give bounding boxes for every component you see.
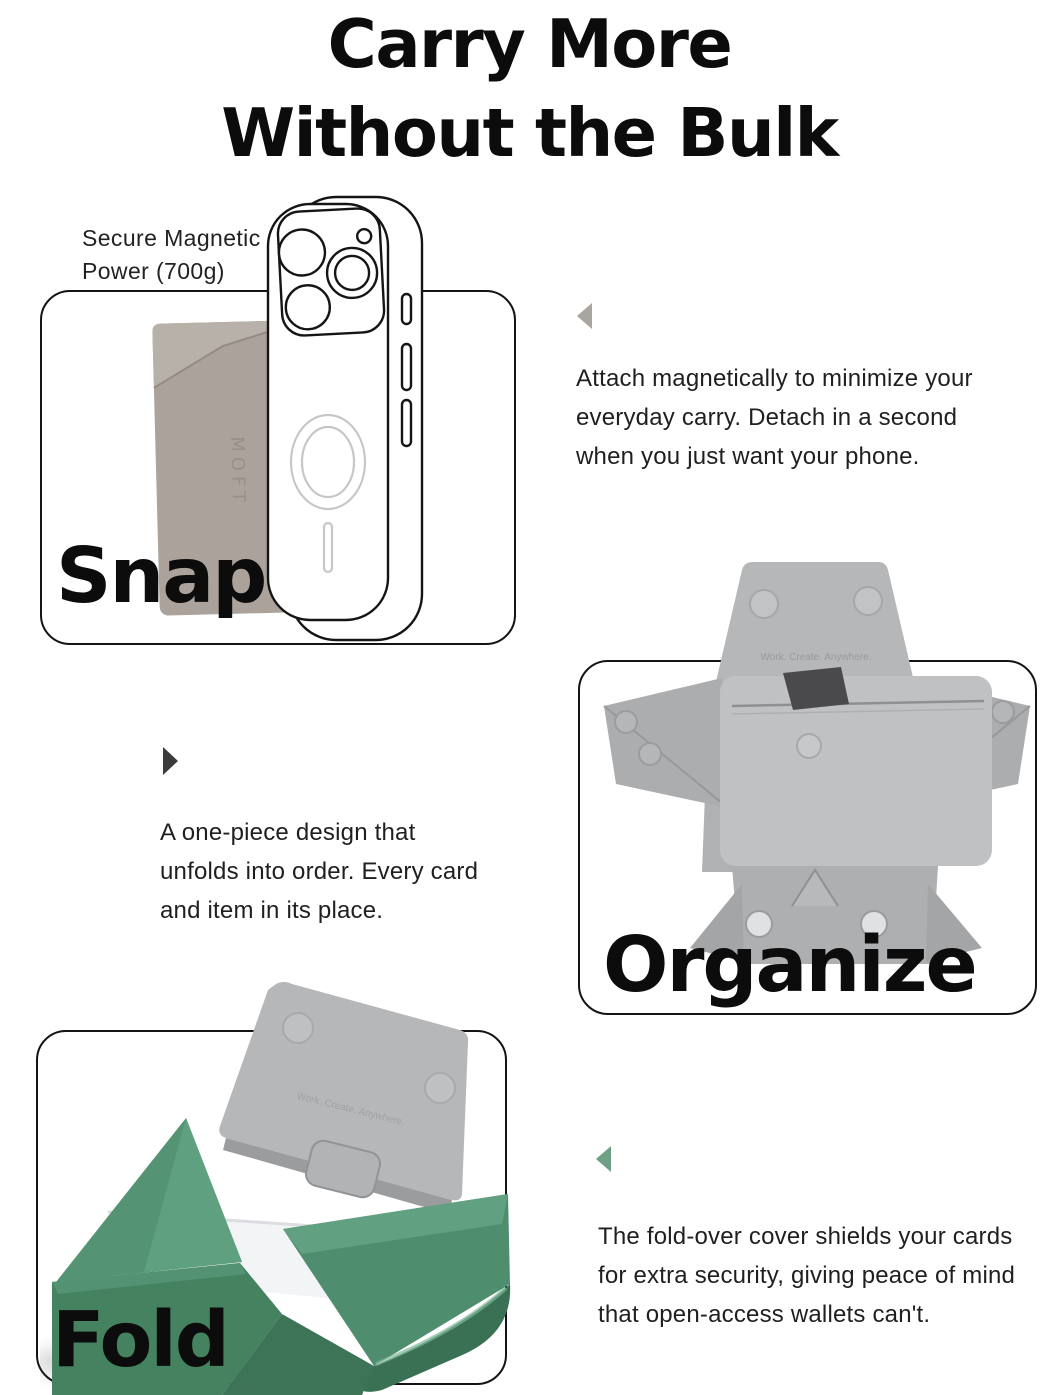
title-line-1: Carry More (327, 5, 732, 83)
snap-desc-line: when you just want your phone. (576, 443, 920, 470)
fold-desc-line: that open-access wallets can't. (598, 1301, 931, 1328)
phone-illustration (256, 194, 456, 652)
snap-desc-line: Attach magnetically to minimize your (576, 365, 973, 392)
wallet-brand-logo: MOFT (226, 436, 250, 508)
organize-desc-line: and item in its place. (160, 897, 384, 924)
wallet-tagline-embossed-2: Work. Create. Anywhere. (295, 1090, 406, 1129)
page-title (0, 0, 1059, 178)
snap-description (576, 359, 973, 476)
fold-description (598, 1217, 1015, 1334)
fold-label: Fold (52, 1296, 228, 1385)
organize-desc-line: A one-piece design that (160, 819, 416, 846)
phone-button-1 (402, 294, 411, 324)
title-line-2: Without the Bulk (221, 94, 838, 172)
wallet-tagline-embossed: Work. Create. Anywhere. (760, 652, 872, 663)
camera-module (277, 207, 385, 336)
snap-desc-line: everyday carry. Detach in a second (576, 404, 958, 431)
annotation-line-2: Power (700g) (82, 258, 225, 284)
organize-desc-line: unfolds into order. Every card (160, 858, 479, 885)
phone-button-2 (402, 344, 411, 390)
phone-button-3 (402, 400, 411, 446)
fold-desc-line: The fold-over cover shields your cards (598, 1223, 1013, 1250)
annotation-line-1: Secure Magnetic (82, 225, 261, 251)
magnetic-power-annotation (82, 222, 261, 288)
arrow-right-icon (163, 747, 178, 775)
organize-description (160, 813, 478, 930)
snap-label: Snap (56, 532, 266, 621)
organize-label: Organize (603, 921, 976, 1010)
arrow-left-green-icon (596, 1146, 611, 1172)
pocket-clip (783, 667, 849, 710)
arrow-left-icon (577, 303, 592, 329)
fold-desc-line: for extra security, giving peace of mind (598, 1262, 1016, 1289)
